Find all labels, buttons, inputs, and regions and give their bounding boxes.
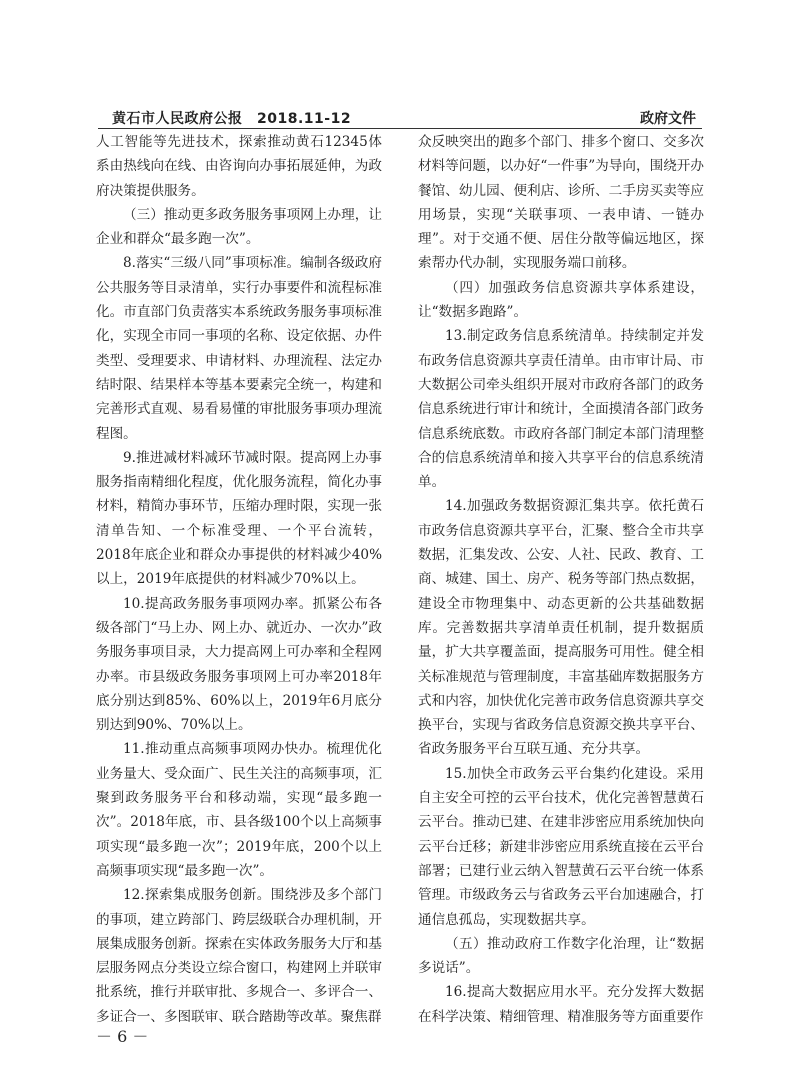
paragraph: 人工智能等先进技术，探索推动黄石12345体系由热线向在线、由咨询向办事拓展延伸，为政府决策提供服务。: [96, 134, 382, 199]
paragraph: 11.推动重点高频事项网办快办。梳理优化业务量大、受众面广、民生关注的高频事项，汇聚到政务服务平台和移动端，实现“最多跑一次”。2018年底，市、县各级100个以上高频事项实现“最多跑一次”；2019年底，200个以上高频事项实现“最多跑一次”。: [96, 741, 382, 879]
section-title: 政府文件: [640, 111, 696, 127]
paragraph: 14.加强政务数据资源汇集共享。依托黄石市政务信息资源共享平台，汇聚、整合全市共享数据，汇集发改、公安、人社、民政、教育、工商、城建、国土、房产、税务等部门热点数据，建设全市物理集中、动态更新的公共基础数据库。完善数据共享清单责任机制，提升数据质量，扩大共享覆盖面，提高服务可用性。健全相关标准规范与管理制度，丰富基础库数据服务方式和内容，加快优化完善市政务信息资源共享交换平台，实现与省政务信息资源交换共享平台、省政务服务平台互联互通、充分共享。: [418, 498, 704, 758]
paragraph: 众反映突出的跑多个部门、排多个窗口、交多次材料等问题，以办好“一件事”为导向，围绕开办餐馆、幼儿园、便利店、诊所、二手房买卖等应用场景，实现“关联事项、一表申请、一链办理”。对于交通不便、居住分散等偏远地区，探索帮办代办制，实现服务端口前移。: [418, 134, 704, 272]
journal-title: 黄石市人民政府公报 2018.11-12: [112, 111, 352, 127]
section-heading: （四）加强政务信息资源共享体系建设，让“数据多跑路”。: [418, 279, 704, 321]
right-column: [418, 130, 704, 1029]
page-header: [98, 106, 702, 129]
paragraph: 9.推进减材料减环节减时限。提高网上办事服务指南精细化程度，优化服务流程，简化办事材料，精简办事环节，压缩办理时限，实现一张清单告知、一个标准受理、一个平台流转，2018年底企业和群众办事提供的材料减少40%以上，2019年底提供的材料减少70%以上。: [96, 449, 382, 588]
paragraph: 12.探索集成服务创新。围绕涉及多个部门的事项，建立跨部门、跨层级联合办理机制，开展集成服务创新。探索在实体政务服务大厅和基层服务网点分类设立综合窗口，构建网上并联审批系统，推行并联审批、多规合一、多评合一、多证合一、多图联审、联合踏勘等改革。聚焦群: [96, 887, 382, 1025]
section-heading: （五）推动政府工作数字化治理，让“数据多说话”。: [418, 935, 704, 977]
paragraph: 15.加快全市政务云平台集约化建设。采用自主安全可控的云平台技术，优化完善智慧黄石云平台。推动已建、在建非涉密应用系统加快向云平台迁移；新建非涉密应用系统直接在云平台部署；已建行业云纳入智慧黄石云平台统一体系管理。市级政务云与省政务云平台加速融合，打通信息孤岛，实现数据共享。: [418, 765, 704, 928]
paragraph: 13.制定政务信息系统清单。持续制定并发布政务信息资源共享责任清单。由市审计局、市大数据公司牵头组织开展对市政府各部门的政务信息系统进行审计和统计，全面摸清各部门政务信息系统底数。市政府各部门制定本部门清理整合的信息系统清单和接入共享平台的信息系统清单。: [418, 328, 704, 491]
page-number: － 6 －: [96, 1027, 149, 1046]
paragraph: 10.提高政务服务事项网办率。抓紧公布各级各部门“马上办、网上办、就近办、一次办”政务服务事项目录，大力提高网上可办率和全程网办率。市县级政务服务事项网上可办率2018年底分别达到85%、60%以上，2019年6月底分别达到90%、70%以上。: [96, 595, 382, 734]
paragraph: 16.提高大数据应用水平。充分发挥大数据在科学决策、精细管理、精准服务等方面重要作: [418, 984, 704, 1025]
section-heading: （三）推动更多政务服务事项网上办理，让企业和群众“最多跑一次”。: [96, 206, 382, 248]
left-column: [96, 130, 382, 1029]
paragraph: 8.落实“三级八同”事项标准。编制各级政府公共服务等目录清单，实行办事要件和流程标准化。市直部门负责落实本系统政务服务事项标准化，实现全市同一事项的名称、设定依据、办件类型、受理要求、申请材料、办理流程、法定办结时限、结果样本等基本要素完全统一，构建和完善形式直观、易看易懂的审批服务事项办理流程图。: [96, 255, 382, 442]
